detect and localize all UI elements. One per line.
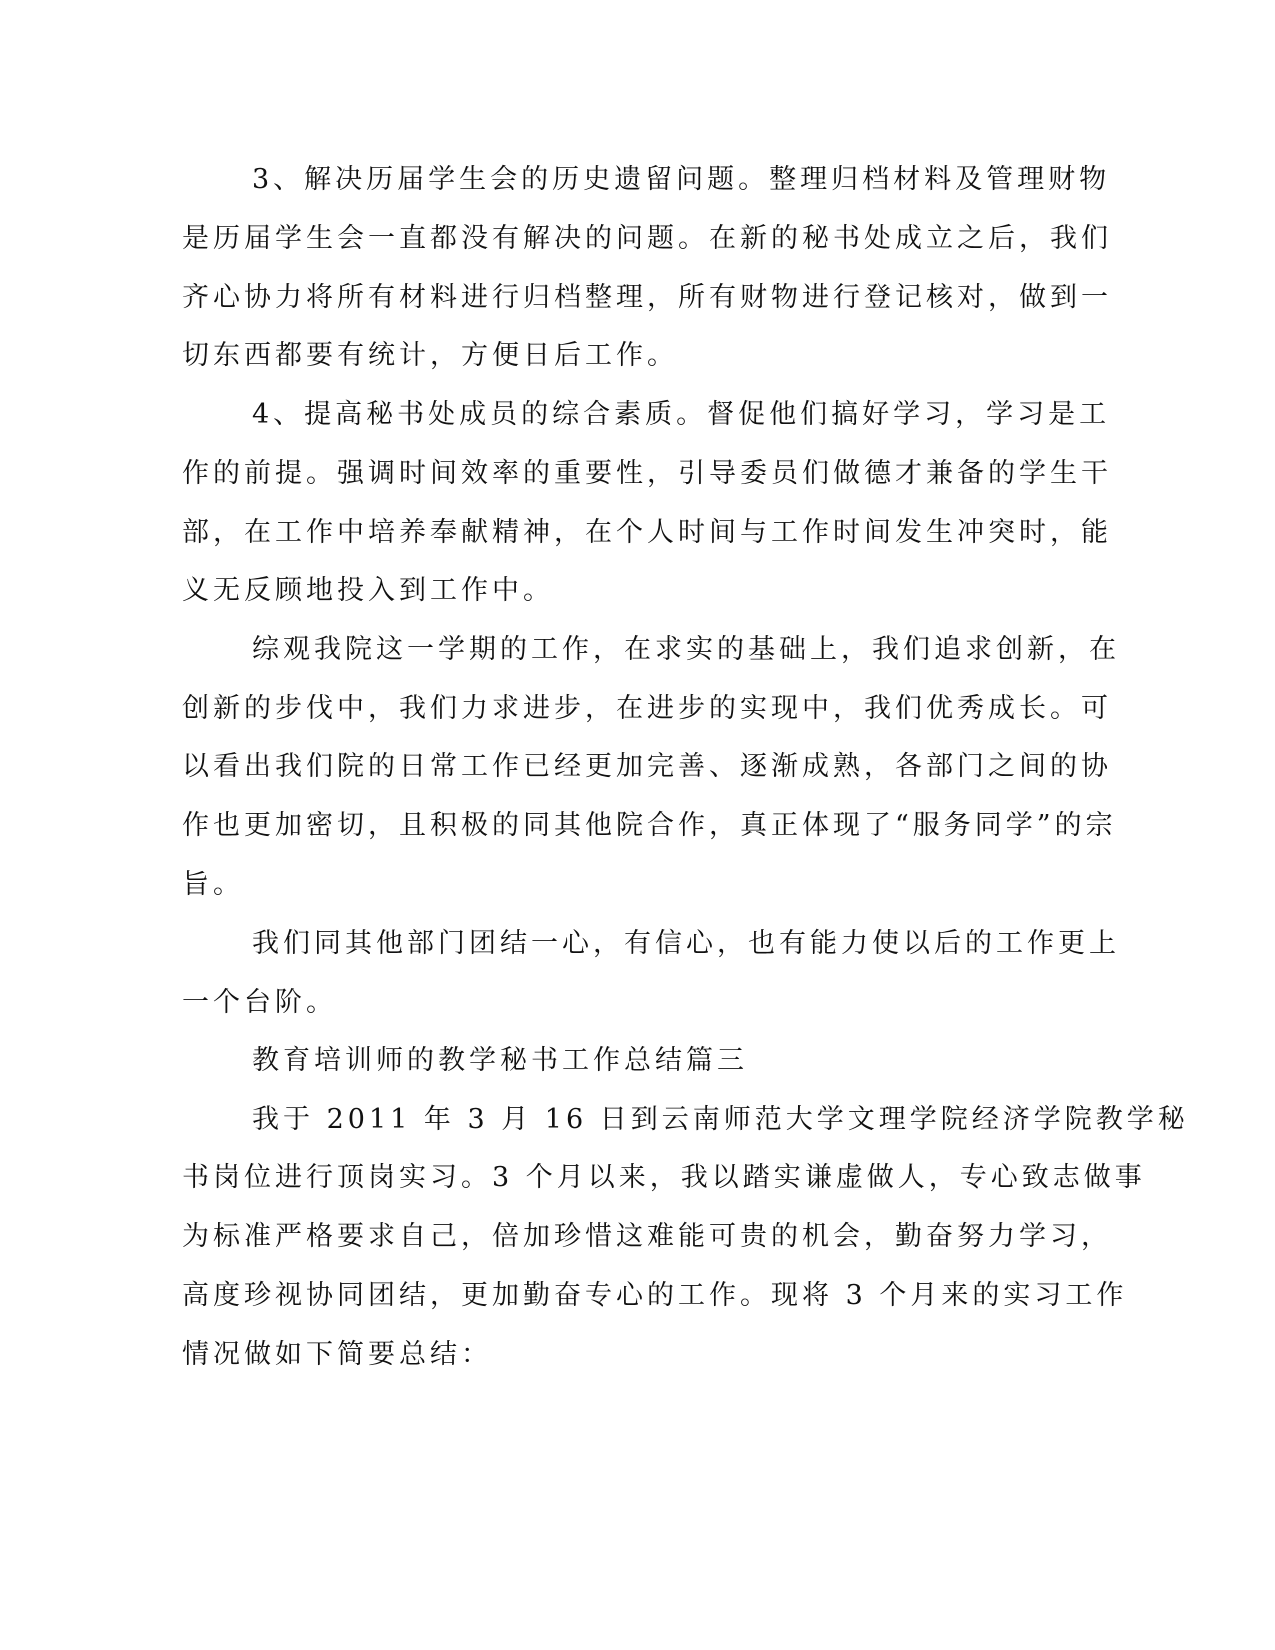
text-line: 作也更加密切，且积极的同其他院合作，真正体现了“服务同学”的宗 bbox=[182, 810, 1117, 841]
text-line: 3、解决历届学生会的历史遗留问题。整理归档材料及管理财物 bbox=[252, 164, 1111, 195]
text-line: 作的前提。强调时间效率的重要性，引导委员们做德才兼备的学生干 bbox=[182, 458, 1112, 489]
text-line: 义无反顾地投入到工作中。 bbox=[182, 575, 554, 606]
text-line: 4、提高秘书处成员的综合素质。督促他们搞好学习，学习是工 bbox=[252, 399, 1111, 430]
text-line: 高度珍视协同团结，更加勤奋专心的工作。现将 3 个月来的实习工作 bbox=[182, 1280, 1128, 1311]
text-line: 旨。 bbox=[182, 869, 244, 900]
text-line: 情况做如下简要总结： bbox=[182, 1339, 492, 1370]
text-line: 我于 2011 年 3 月 16 日到云南师范大学文理学院经济学院教学秘 bbox=[252, 1104, 1189, 1135]
text-line: 以看出我们院的日常工作已经更加完善、逐渐成熟，各部门之间的协 bbox=[182, 751, 1112, 782]
text-line: 我们同其他部门团结一心，有信心，也有能力使以后的工作更上 bbox=[252, 928, 1120, 959]
text-line: 创新的步伐中，我们力求进步，在进步的实现中，我们优秀成长。可 bbox=[182, 693, 1112, 724]
text-line: 综观我院这一学期的工作，在求实的基础上，我们追求创新，在 bbox=[252, 634, 1120, 665]
text-line: 是历届学生会一直都没有解决的问题。在新的秘书处成立之后，我们 bbox=[182, 223, 1112, 254]
text-line: 齐心协力将所有材料进行归档整理，所有财物进行登记核对，做到一 bbox=[182, 282, 1112, 313]
text-line: 部，在工作中培养奉献精神，在个人时间与工作时间发生冲突时，能 bbox=[182, 517, 1112, 548]
text-line: 为标准严格要求自己，倍加珍惜这难能可贵的机会，勤奋努力学习， bbox=[182, 1221, 1112, 1252]
text-line: 一个台阶。 bbox=[182, 987, 337, 1018]
section-heading: 教育培训师的教学秘书工作总结篇三 bbox=[252, 1045, 748, 1076]
text-line: 切东西都要有统计，方便日后工作。 bbox=[182, 340, 678, 371]
text-line: 书岗位进行顶岗实习。3 个月以来，我以踏实谦虚做人，专心致志做事 bbox=[182, 1162, 1146, 1193]
